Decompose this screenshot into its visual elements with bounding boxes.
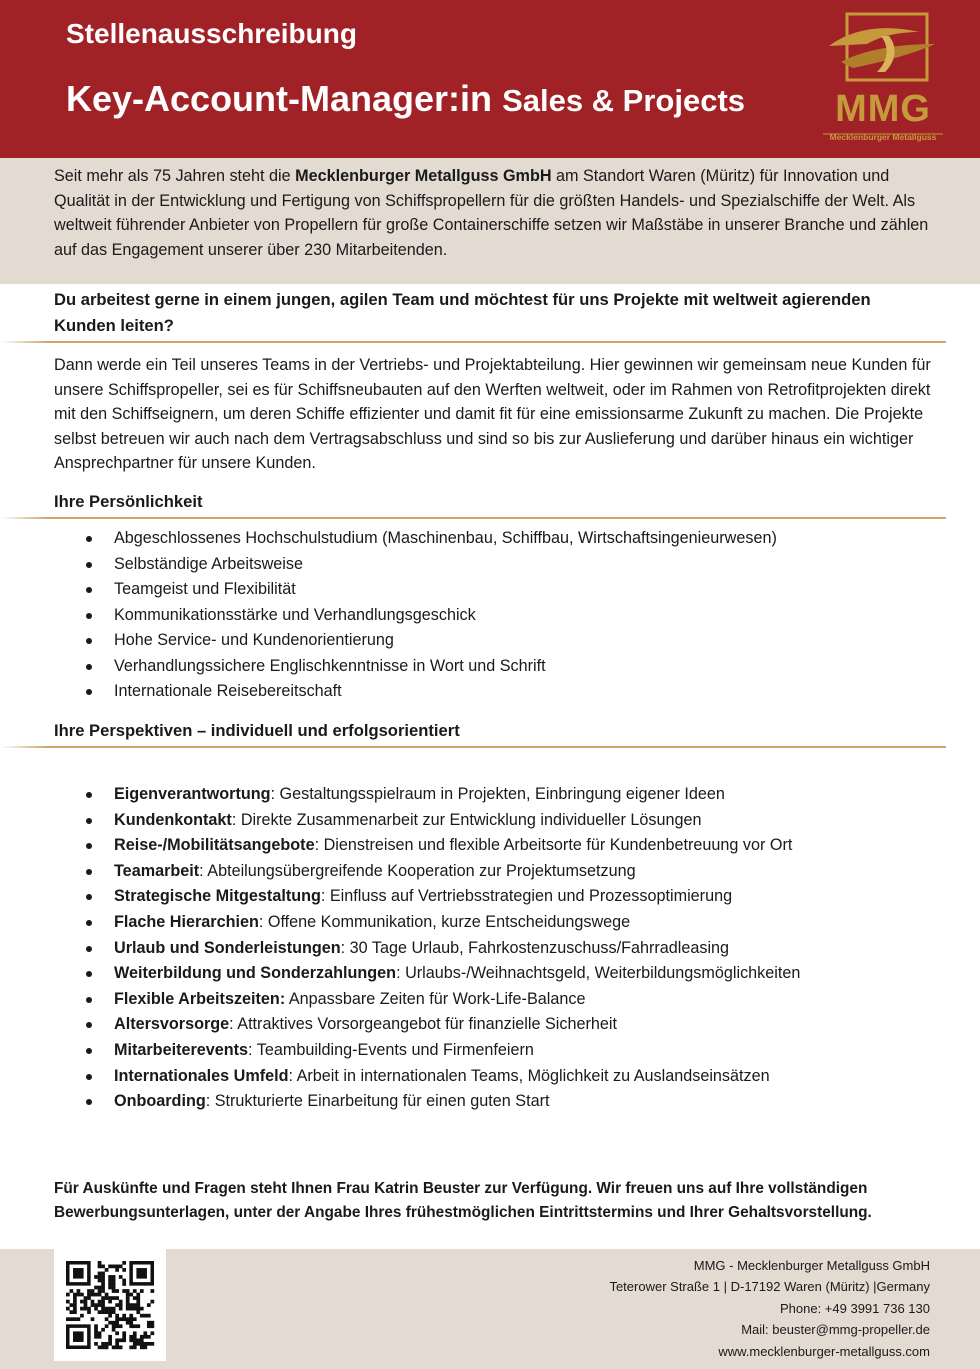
footer-company: MMG - Mecklenburger Metallguss GmbH [693,1258,930,1273]
perspective-separator: : [396,964,406,983]
perspective-text: Strukturierte Einarbeitung für einen guten Start [214,1092,550,1111]
intro-band [0,158,980,284]
perspective-term: Kundenkontakt [114,810,232,829]
perspective-item [54,808,934,834]
perspective-text: Gestaltungsspielraum in Projekten, Einbringung eigener Ideen [279,785,725,803]
perspective-text: Attraktives Vorsorgeangebot für finanzielle Sicherheit [237,1015,617,1034]
document-kicker: Stellenausschreibung [66,18,357,49]
bullet-icon [86,536,92,542]
intro-text-end: am Standort Waren (Müritz) für Innovation und Qualität in der Entwicklung und Fertigung von Schiffspropellern für die größten Handels- und Spezialschiffe der Welt. Als weltweit führender Anbieter von Propellern für große Containerschiffe setzen wir Maßstäbe in unserer Branche und zählen auf das Engagement unserer über 230 Mitarbeitenden. [54,167,929,259]
perspective-text: Arbeit in internationalen Teams, Möglichkeit zu Auslandseinsätzen [296,1066,770,1085]
perspective-text: Offene Kommunikation, kurze Entscheidungswege [267,912,631,931]
footer-phone[interactable]: Phone: +49 3991 736 130 [779,1300,930,1316]
job-title-main: Key-Account-Manager:in [66,78,493,119]
perspective-term: Onboarding [114,1092,206,1111]
perspective-term: Internationales Umfeld [114,1066,289,1085]
footer-band [0,1249,980,1369]
perspective-item [54,961,934,987]
logo-wordmark: MMG [835,88,931,130]
job-title [66,78,745,120]
perspective-item [54,884,934,910]
personality-item [54,603,934,629]
perspective-term: Eigenverantwortung [114,785,271,803]
bullet-icon [86,869,92,875]
bullet-icon [86,971,92,977]
footer-address: Teterower Straße 1 | D-17192 Waren (Müritz) |Germany [609,1279,930,1295]
footer-website[interactable]: www.mecklenburger-metallguss.com [718,1343,930,1359]
bullet-icon [86,638,92,644]
perspective-separator: : [229,1015,238,1034]
perspective-term: Weiterbildung und Sonderzahlungen [114,964,397,983]
bullet-icon [86,1074,92,1080]
perspective-term: Strategische Mitgestaltung [114,887,321,906]
perspective-text: Anpassbare Zeiten für Work-Life-Balance [288,989,586,1008]
personality-item-text: Selbständige Arbeitsweise [114,554,303,573]
company-name: Mecklenburger Metallguss GmbH [295,167,552,185]
perspective-separator: : [205,1092,215,1111]
personality-item [54,679,934,705]
bullet-icon [86,818,92,824]
perspective-text: 30 Tage Urlaub, Fahrkostenzuschuss/Fahrradleasing [349,938,730,957]
bullet-icon [86,843,92,849]
personality-item-text: Hohe Service- und Kundenorientierung [114,631,394,649]
perspective-separator: : [248,1040,257,1059]
question-heading: Du arbeitest gerne in einem jungen, agilen Team und möchtest für uns Projekte mit weltweit agierenden Kunden leiten? [54,290,871,335]
qr-code-icon[interactable] [54,1249,166,1361]
contact-note: Für Auskünfte und Fragen steht Ihnen Frau Katrin Beuster zur Verfügung. Wir freuen uns auf Ihre vollständigen Bewerbungsunterlagen, unter der Angabe Ihres frühestmöglichen Eintrittstermins und Ihrer Gehaltsvorstellung. [54,1180,872,1221]
perspective-separator: : [320,887,330,906]
perspective-term: Flache Hierarchien [114,912,259,931]
bullet-icon [86,920,92,926]
personality-item [54,577,934,603]
perspective-separator: : [270,785,280,803]
personality-item [54,654,934,680]
perspective-text: Teambuilding-Events und Firmenfeiern [256,1040,534,1059]
bullet-icon [86,792,92,798]
perspective-text: Abteilungsübergreifende Kooperation zur Projektumsetzung [207,861,636,880]
perspective-item [54,1038,934,1064]
header-banner [0,0,980,158]
perspective-text: Direkte Zusammenarbeit zur Entwicklung individueller Lösungen [240,810,702,829]
personality-item [54,552,934,578]
footer-contact [609,1255,930,1362]
perspective-text: Dienstreisen und flexible Arbeitsorte für Kundenbetreuung vor Ort [323,836,793,855]
perspective-term: Altersvorsorge [114,1015,230,1034]
perspective-item [54,1012,934,1038]
description-paragraph: Dann werde ein Teil unseres Teams in der Vertriebs- und Projektabteilung. Hier gewinnen wir gemeinsam neue Kunden für unsere Schiffspropeller, sei es für Schiffsneubauten auf den Werften weltweit, oder im Rahmen von Retrofitprojekten direkt mit den Schiffseignern, um deren Schiffe effizienter und damit fit für eine emissionsarme Zukunft zu machen. Die Projekte selbst betreuen wir auch nach dem Vertragsabschluss und sind so bis zur Auslieferung und darüber hinaus ein wichtiger Ansprechpartner für unsere Kunden. [54,356,931,472]
divider [0,341,946,343]
bullet-icon [86,613,92,619]
perspective-separator: : [231,810,241,829]
personality-item-text: Abgeschlossenes Hochschulstudium (Maschinenbau, Schiffbau, Wirtschaftsingenieurwesen) [114,529,777,547]
job-title-rest: Sales & Projects [502,83,746,118]
perspective-separator: : [258,912,268,931]
perspective-separator: : [199,861,208,880]
personality-item-text: Kommunikationsstärke und Verhandlungsgeschick [114,605,476,624]
bullet-icon [86,1099,92,1105]
perspective-item [54,833,934,859]
personality-heading: Ihre Persönlichkeit [54,492,203,511]
bullet-icon [86,1022,92,1028]
perspectives-list [54,782,934,1115]
bullet-icon [86,1048,92,1054]
bullet-icon [86,562,92,568]
personality-item [54,526,934,552]
personality-list [54,526,934,705]
perspective-separator: : [288,1066,297,1085]
perspective-item [54,1089,934,1115]
logo-subline: Mecklenburger Metallguss [829,132,937,142]
intro-paragraph [54,164,934,262]
divider [0,746,946,748]
intro-text-start: Seit mehr als 75 Jahren steht die [54,167,296,185]
perspective-text: Urlaubs-/Weihnachtsgeld, Weiterbildungsmöglichkeiten [405,964,801,983]
bullet-icon [86,894,92,900]
bullet-icon [86,946,92,952]
perspective-item [54,782,934,808]
personality-item-text: Internationale Reisebereitschaft [114,682,342,700]
bullet-icon [86,664,92,670]
perspective-separator: : [340,938,350,957]
perspective-text: Einfluss auf Vertriebsstrategien und Prozessoptimierung [329,887,733,906]
perspective-term: Teamarbeit [114,861,200,880]
perspective-separator: : [314,836,324,855]
personality-item-text: Verhandlungssichere Englischkenntnisse in Wort und Schrift [114,656,546,675]
perspective-item [54,859,934,885]
perspective-item [54,936,934,962]
bullet-icon [86,689,92,695]
perspective-term: Mitarbeiterevents [114,1040,249,1059]
footer-mail[interactable]: Mail: beuster@mmg-propeller.de [741,1322,930,1338]
perspective-term: Urlaub und Sonderleistungen [114,938,341,957]
perspectives-heading: Ihre Perspektiven – individuell und erfolgsorientiert [54,721,460,740]
divider [0,517,946,519]
personality-item-text: Teamgeist und Flexibilität [114,580,296,598]
bullet-icon [86,997,92,1003]
perspective-term: Reise-/Mobilitätsangebote [114,836,315,855]
personality-item [54,628,934,654]
perspective-term: Flexible Arbeitszeiten: [114,989,286,1008]
perspective-item [54,987,934,1013]
perspective-item [54,1064,934,1090]
bullet-icon [86,587,92,593]
perspective-item [54,910,934,936]
